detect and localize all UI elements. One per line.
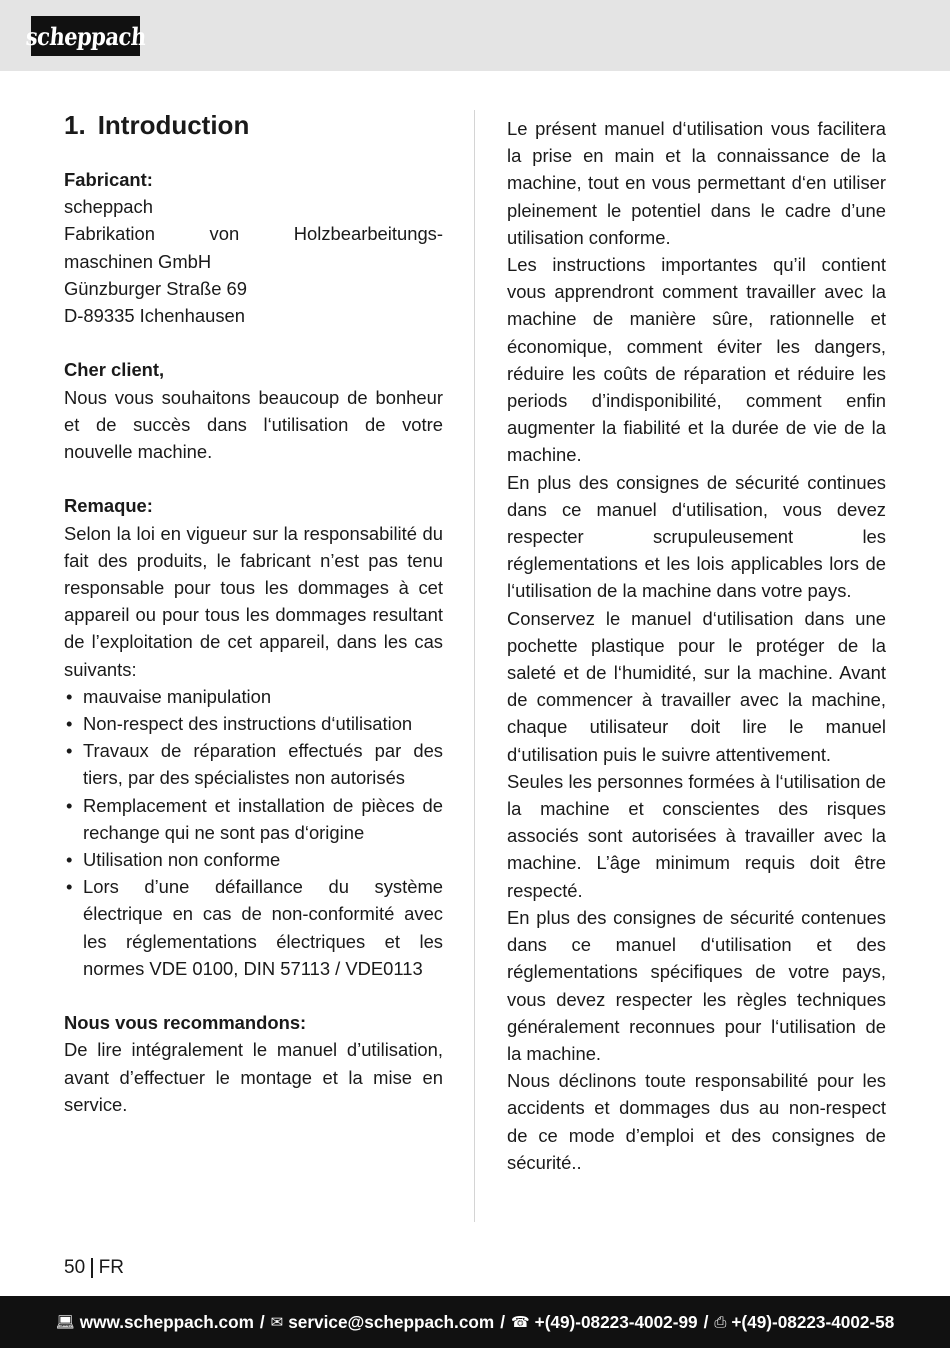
paragraph: Seules les personnes formées à l‘utilisation de la machine et conscientes des risques associés sont autorisées à travailler avec la machine. L’âge minimum requis doit être respecté. <box>507 770 886 901</box>
paragraph: En plus des consignes de sécurité continues dans ce manuel d‘utilisation, vous devez respecter scrupuleusement les réglementations et les lois applicables lors de l‘utilisation de la machine dans votre pays. <box>507 471 886 602</box>
page-header <box>0 0 950 71</box>
recommend-text: De lire intégralement le manuel d’utilisation, avant d’effectuer le montage et la mise en service. <box>64 1039 443 1115</box>
list-item: • Remplacement et installation de pièces de rechange qui ne sont pas d‘origine <box>64 792 443 846</box>
footer-website-text[interactable]: www.scheppach.com <box>79 1311 254 1332</box>
greeting-text: Nous vous souhaitons beaucoup de bonheur et de succès dans l‘utilisation de votre nouvelle machine. <box>64 386 443 463</box>
computer-icon: 💻︎ <box>55 1314 75 1331</box>
section-number: 1. <box>64 110 86 140</box>
fax-icon: ⎙ <box>714 1313 727 1331</box>
footer-separator: / <box>703 1311 709 1332</box>
footer-email-text[interactable]: service@scheppach.com <box>288 1311 495 1332</box>
section-title-text: Introduction <box>97 110 250 140</box>
greeting-block <box>64 356 443 465</box>
remark-heading: Remaque: <box>64 495 153 517</box>
manufacturer-line: maschinen GmbH <box>64 250 212 272</box>
recommend-heading: Nous vous recommandons: <box>64 1012 307 1034</box>
footer-email <box>271 1312 495 1333</box>
envelope-icon: ✉︎ <box>270 1314 284 1331</box>
footer-phone-text: +(49)-08223-4002-99 <box>534 1311 698 1332</box>
page-number-value: 50 <box>64 1257 86 1278</box>
remark-bullet-list <box>64 683 443 982</box>
footer-phone <box>511 1312 698 1333</box>
logo-text: scheppach <box>24 21 147 51</box>
footer-separator: / <box>259 1311 265 1332</box>
column-divider <box>474 110 475 1222</box>
remark-block <box>64 492 443 982</box>
right-column <box>507 115 886 1176</box>
page-number-divider <box>91 1258 93 1278</box>
list-item: • Travaux de réparation effectués par des tiers, par des spécialistes non autorisés <box>64 737 443 791</box>
list-item: • Non-respect des instructions d‘utilisation <box>64 710 443 737</box>
remark-text: Selon la loi en vigueur sur la responsabilité du fait des produits, le fabricant n’est pas tenu responsable pour tous les dommages à cet appareil ou pour tous les dommages resultant de l’exploitation de cet appareil, dans les cas suivants: <box>64 522 443 680</box>
recommend-block <box>64 1009 443 1118</box>
paragraph: En plus des consignes de sécurité contenues dans ce manuel d‘utilisation et des réglementations spécifiques de votre pays, vous devez respecter les règles techniques généralement reconnues pour l‘utilisation de la machine. <box>507 906 886 1064</box>
manufacturer-line: D-89335 Ichenhausen <box>64 305 245 327</box>
manufacturer-line: scheppach <box>64 196 153 218</box>
paragraph: Les instructions importantes qu’il contient vous apprendront comment travailler avec la machine de manière sûre, rationnelle et économique, comment éviter les dangers, réduire les coûts de réparation et réduire les periods d’indisponibilité, comment enfin augmenter la fiabilité et la durée de vie de la machine. <box>507 254 886 466</box>
paragraph: Conservez le manuel d‘utilisation dans une pochette plastique pour le protéger de la saleté et de l‘humidité, sur la machine. Avant de commencer à travailler avec la machine, chaque utilisateur doit lire le manuel d‘utilisation puis le suivre attentivement. <box>507 607 886 765</box>
footer-fax-text: +(49)-08223-4002-58 <box>731 1311 895 1332</box>
greeting-heading: Cher client, <box>64 359 165 381</box>
footer-fax <box>714 1312 894 1333</box>
manufacturer-line: Günzburger Straße 69 <box>64 277 247 299</box>
manufacturer-heading: Fabricant: <box>64 169 153 190</box>
left-column <box>64 108 443 1145</box>
footer-website <box>56 1312 254 1333</box>
contact-footer <box>0 1296 950 1348</box>
list-item: • Lors d’une défaillance du système électrique en cas de non-conformité avec les réglementations électriques et les normes VDE 0100, DIN 57113 / VDE0113 <box>64 873 443 982</box>
list-item: • mauvaise manipulation <box>64 683 443 710</box>
telephone-icon: ☎︎ <box>510 1314 530 1331</box>
footer-separator: / <box>500 1311 505 1332</box>
manufacturer-line: Fabrikation von Holzbearbeitungs- <box>64 223 443 245</box>
paragraph: Nous déclinons toute responsabilité pour les accidents et dommages dus au non-respect de ce mode d’emploi et des consignes de sécurité.. <box>507 1070 886 1173</box>
section-title <box>64 108 443 142</box>
scheppach-logo <box>24 16 147 56</box>
page-language: FR <box>98 1257 124 1278</box>
manufacturer-block <box>64 166 443 329</box>
paragraph: Le présent manuel d‘utilisation vous facilitera la prise en main et la connaissance de la machine, tout en vous permettant d‘en utiliser pleinement le potentiel dans le cadre d’une utilisation conforme. <box>507 118 886 248</box>
page-number <box>64 1254 124 1281</box>
list-item: • Utilisation non conforme <box>64 846 443 873</box>
